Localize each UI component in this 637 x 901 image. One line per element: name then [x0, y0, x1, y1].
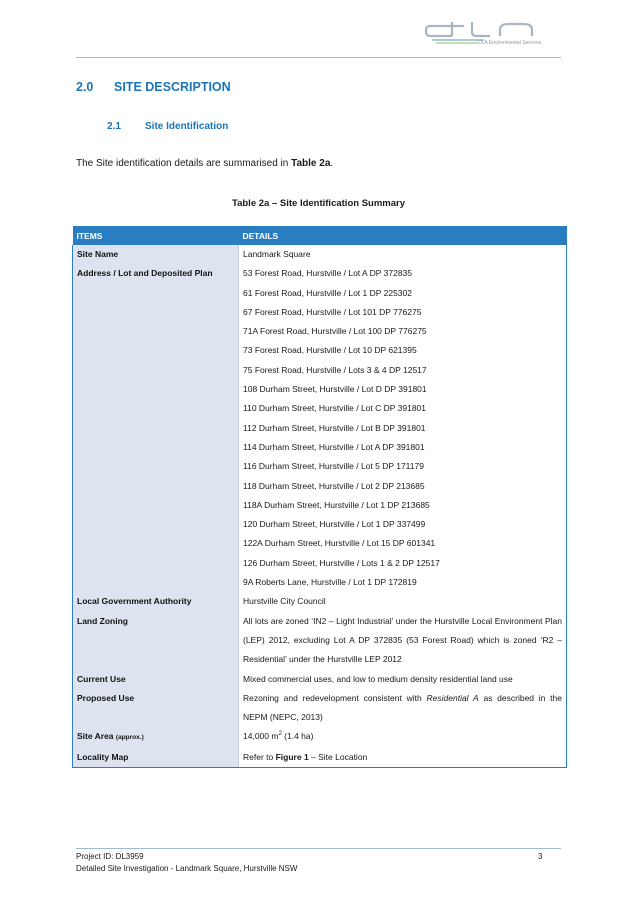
subsection-number: 2.1 [107, 121, 121, 132]
row-label-site-area [73, 727, 239, 747]
table-row [73, 264, 567, 592]
address-line: 73 Forest Road, Hurstville / Lot 10 DP 621395 [243, 345, 417, 356]
intro-paragraph [76, 158, 333, 169]
site-identification-table [72, 226, 567, 768]
table-caption: Table 2a – Site Identification Summary [232, 198, 405, 209]
table-row [73, 748, 567, 768]
section-number: 2.0 [76, 80, 94, 94]
row-label-current-use: Current Use [73, 670, 239, 689]
address-line: 53 Forest Road, Hurstville / Lot A DP 372835 [243, 268, 412, 279]
row-label-address: Address / Lot and Deposited Plan [73, 264, 239, 592]
locality-map-text-after: – Site Location [308, 751, 368, 762]
site-area-hectares: (1.4 ha) [281, 731, 314, 742]
page-number: 3 [538, 852, 543, 861]
proposed-use-emphasis: Residential A [426, 692, 479, 703]
site-area-superscript: 2 [278, 731, 282, 738]
address-line: 75 Forest Road, Hurstville / Lots 3 & 4 DP 12517 [243, 364, 427, 375]
table-header-row [73, 226, 567, 245]
table-row [73, 612, 567, 670]
logo-tagline: DLA Environmental Services [478, 40, 542, 46]
footer-document-title: Detailed Site Investigation - Landmark Square, Hurstville NSW [76, 864, 298, 873]
row-value-zoning: All lots are zoned ‘IN2 – Light Industrial’ under the Hurstville Local Environment Plan (LEP) 2012, excluding Lot A DP 372835 (53 Forest Road) which is zoned ‘R2 – Residential’ under the Hurstville LEP 2012 [239, 612, 567, 670]
footer-project-id: Project ID: DL3959 [76, 852, 144, 861]
intro-punct: . [330, 158, 334, 169]
address-line: 118A Durham Street, Hurstville / Lot 1 DP 213685 [243, 499, 430, 510]
site-area-note: (approx.) [115, 734, 144, 742]
row-value-lga: Hurstville City Council [239, 592, 567, 611]
intro-text: The Site identification details are summarised in [76, 158, 292, 169]
address-line: 122A Durham Street, Hurstville / Lot 15 DP 601341 [243, 538, 436, 549]
address-line: 71A Forest Road, Hurstville / Lot 100 DP 776275 [243, 326, 427, 337]
figure-reference: Figure 1 [275, 751, 309, 762]
table-row [73, 592, 567, 611]
proposed-use-text: Rezoning and redevelopment consistent with [243, 692, 427, 703]
address-line: 114 Durham Street, Hurstville / Lot A DP 391801 [243, 441, 425, 452]
row-label-locality-map: Locality Map [73, 748, 239, 768]
address-line: 118 Durham Street, Hurstville / Lot 2 DP 213685 [243, 480, 425, 491]
column-header-details: DETAILS [239, 226, 567, 245]
row-value-address [239, 264, 567, 592]
row-label-site-name: Site Name [73, 245, 239, 264]
row-value-current-use: Mixed commercial uses, and low to medium density residential land use [239, 670, 567, 689]
address-line: 110 Durham Street, Hurstville / Lot C DP 391801 [243, 403, 426, 414]
address-line: 120 Durham Street, Hurstville / Lot 1 DP 337499 [243, 519, 426, 530]
address-line: 9A Roberts Lane, Hurstville / Lot 1 DP 172819 [243, 577, 417, 588]
address-line: 67 Forest Road, Hurstville / Lot 101 DP 776275 [243, 306, 422, 317]
section-title: SITE DESCRIPTION [114, 80, 231, 94]
proposed-use-text-after: as described in the NEPM (NEPC, 2013) [243, 692, 562, 723]
header-divider [76, 57, 561, 58]
column-header-items: ITEMS [73, 226, 239, 245]
row-value-site-area [239, 727, 567, 747]
subsection-title: Site Identification [145, 121, 229, 132]
row-value-site-name: Landmark Square [239, 245, 567, 264]
address-line: 116 Durham Street, Hurstville / Lot 5 DP 171179 [243, 461, 424, 472]
table-row [73, 670, 567, 689]
table-row [73, 727, 567, 747]
address-line: 112 Durham Street, Hurstville / Lot B DP 391801 [243, 422, 426, 433]
row-label-proposed-use: Proposed Use [73, 689, 239, 728]
table-row [73, 689, 567, 728]
row-label-lga: Local Government Authority [73, 592, 239, 611]
table-row [73, 245, 567, 264]
row-label-zoning: Land Zoning [73, 612, 239, 670]
address-line: 61 Forest Road, Hurstville / Lot 1 DP 225302 [243, 287, 412, 298]
address-line: 126 Durham Street, Hurstville / Lots 1 & 2 DP 12517 [243, 557, 440, 568]
site-area-label: Site Area [77, 731, 114, 742]
table-reference: Table 2a [291, 158, 331, 169]
footer-divider [76, 848, 561, 849]
section-heading [76, 80, 231, 94]
row-value-proposed-use [239, 689, 567, 728]
site-area-number: 14,000 m [243, 731, 279, 742]
subsection-heading [107, 121, 228, 132]
locality-map-text: Refer to [243, 751, 276, 762]
row-value-locality-map [239, 748, 567, 768]
address-line: 108 Durham Street, Hurstville / Lot D DP 391801 [243, 384, 427, 395]
